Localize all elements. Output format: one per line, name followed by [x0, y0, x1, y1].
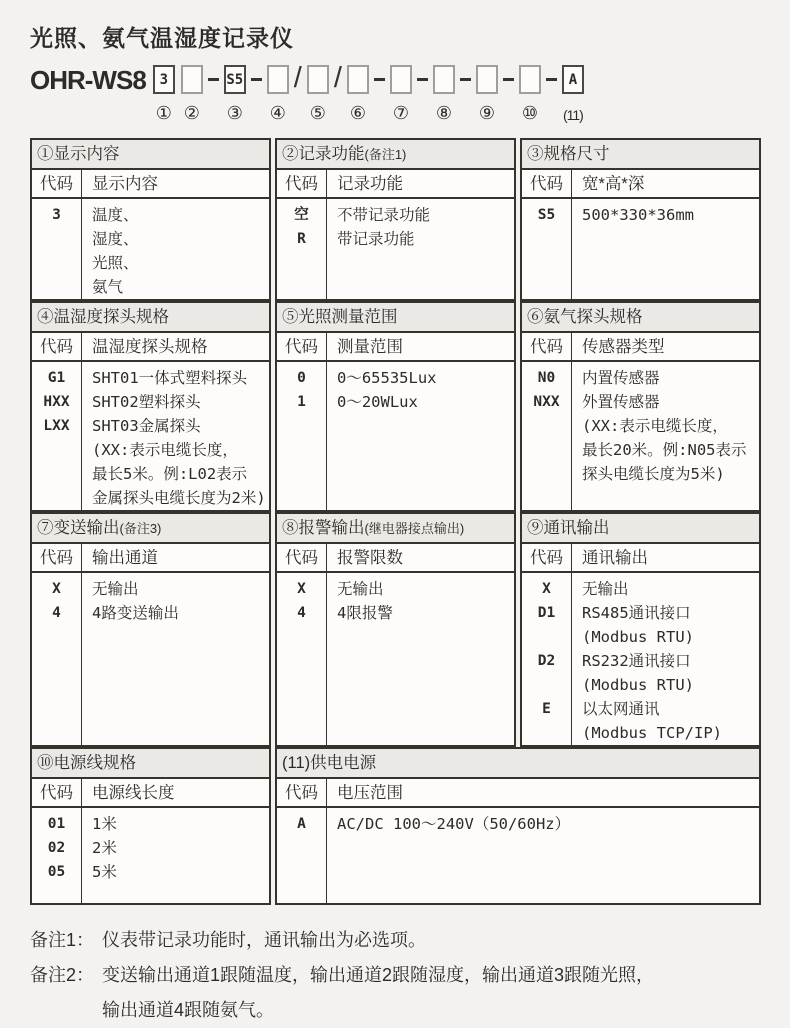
- section-body: [277, 199, 514, 299]
- code-cell: 01: [47, 816, 66, 832]
- code-cell: [32, 251, 81, 275]
- desc-column-header: 温湿度探头规格: [92, 338, 208, 356]
- position-label: ⑥: [349, 103, 366, 123]
- desc-cell: 带记录功能: [337, 230, 415, 248]
- desc-cell: 无输出: [92, 580, 139, 598]
- code-cell: [522, 414, 571, 438]
- model-segment: [562, 65, 584, 125]
- code-cell: 05: [47, 864, 66, 880]
- section-title-note: (备注1): [364, 147, 407, 162]
- dash-separator: [503, 78, 514, 81]
- column-header-row: [277, 779, 759, 808]
- code-cell: 空: [294, 207, 309, 223]
- code-cell: [522, 673, 571, 697]
- footnote-label: 备注2：: [30, 965, 95, 985]
- code-column-header: 代码: [32, 544, 82, 571]
- code-column-header: 代码: [522, 170, 572, 197]
- code-cell: 0: [297, 370, 306, 386]
- model-code-box-empty: [347, 65, 369, 94]
- section-header: [277, 514, 514, 544]
- section-3: [520, 138, 761, 301]
- section-header: [277, 749, 759, 779]
- code-cell: 4: [52, 605, 61, 621]
- section-body: [277, 573, 514, 745]
- desc-column: [82, 362, 269, 510]
- model-separator: [417, 65, 428, 94]
- desc-column: [327, 362, 514, 510]
- code-column-header: 代码: [522, 544, 572, 571]
- desc-cell: (Modbus TCP/IP): [582, 724, 722, 742]
- section-header: [277, 140, 514, 170]
- code-cell: 1: [297, 394, 306, 410]
- column-header-row: [32, 779, 269, 808]
- model-separator: [251, 65, 262, 94]
- code-cell: G1: [47, 370, 66, 386]
- section-title: 氨气探头规格: [543, 308, 643, 326]
- column-header-row: [32, 333, 269, 362]
- model-segment: [307, 65, 329, 123]
- section-title: 电源线规格: [53, 754, 136, 772]
- code-column: [277, 808, 327, 903]
- code-cell: A: [297, 816, 306, 832]
- section-title: 通讯输出: [543, 519, 610, 537]
- model-segment: [347, 65, 369, 123]
- desc-cell: SHT02塑料探头: [92, 393, 201, 411]
- section-header: [522, 303, 759, 333]
- section-title: 温湿度探头规格: [53, 308, 169, 326]
- model-segment: [267, 65, 289, 123]
- column-header-row: [522, 170, 759, 199]
- model-segment: [224, 65, 246, 123]
- footnotes: [30, 923, 766, 1028]
- code-column-header: 代码: [32, 333, 82, 360]
- section-header: [32, 749, 269, 779]
- desc-cell: 外置传感器: [582, 393, 660, 411]
- position-label: ②: [183, 103, 200, 123]
- code-cell: 4: [297, 605, 306, 621]
- code-cell: [32, 227, 81, 251]
- desc-column-header: 测量范围: [337, 338, 403, 356]
- code-cell: D2: [537, 653, 556, 669]
- code-cell: HXX: [43, 394, 70, 410]
- section-body: [32, 808, 269, 903]
- model-separator: [293, 62, 302, 94]
- column-header-row: [32, 544, 269, 573]
- code-cell: [522, 625, 571, 649]
- code-cell: X: [297, 581, 306, 597]
- code-column: [32, 199, 82, 299]
- section-title: 显示内容: [53, 145, 120, 163]
- dash-separator: [417, 78, 428, 81]
- section-number: (11): [282, 754, 311, 772]
- model-segment: [153, 65, 175, 123]
- dash-separator: [546, 78, 557, 81]
- desc-cell: SHT03金属探头: [92, 417, 201, 435]
- position-label: ⑤: [309, 103, 326, 123]
- code-cell: NXX: [533, 394, 560, 410]
- desc-cell: 金属探头电缆长度为2米): [92, 489, 266, 507]
- page-title: 光照、氨气温湿度记录仪: [30, 25, 294, 51]
- desc-cell: SHT01一体式塑料探头: [92, 369, 248, 387]
- section-title-note: (备注3): [119, 521, 162, 536]
- code-cell: N0: [537, 370, 556, 386]
- desc-cell: RS232通讯接口: [582, 652, 691, 670]
- code-cell: [522, 438, 571, 462]
- model-separator: [333, 62, 342, 94]
- section-body: [277, 808, 759, 903]
- footnote-label: 备注1：: [30, 930, 95, 950]
- position-label: ⑩: [521, 103, 538, 123]
- section-number: ⑩: [37, 754, 54, 772]
- code-column: [522, 199, 572, 299]
- column-header-row: [277, 544, 514, 573]
- desc-cell: 2米: [92, 839, 117, 857]
- desc-cell: (XX:表示电缆长度，: [582, 417, 728, 435]
- section-title: 报警输出: [298, 519, 365, 537]
- section-11: [275, 747, 761, 905]
- desc-column-header: 显示内容: [92, 175, 158, 193]
- code-column-header: 代码: [522, 333, 572, 360]
- position-label: ③: [226, 103, 243, 123]
- desc-column-header: 记录功能: [337, 175, 403, 193]
- column-header-row: [522, 333, 759, 362]
- model-segment: [476, 65, 498, 123]
- footnote-lines: [102, 923, 766, 958]
- desc-cell: RS485通讯接口: [582, 604, 691, 622]
- code-column-header: 代码: [277, 170, 327, 197]
- desc-cell: 内置传感器: [582, 369, 660, 387]
- code-cell: E: [542, 701, 551, 717]
- code-column: [522, 362, 572, 510]
- section-body: [522, 199, 759, 299]
- desc-cell: 探头电缆长度为5米): [582, 465, 725, 483]
- section-header: [522, 140, 759, 170]
- section-number: ⑨: [527, 519, 544, 537]
- code-cell: R: [297, 231, 306, 247]
- spec-sections-grid: [30, 138, 761, 905]
- code-column: [277, 573, 327, 745]
- model-prefix: OHR-WS8: [30, 65, 146, 95]
- model-separator: [546, 65, 557, 94]
- section-number: ②: [282, 145, 299, 163]
- section-title: 光照测量范围: [298, 308, 398, 326]
- code-column-header: 代码: [32, 170, 82, 197]
- code-cell: [32, 275, 81, 299]
- code-column-header: 代码: [277, 779, 327, 806]
- desc-column: [82, 573, 269, 745]
- desc-cell: (XX:表示电缆长度，: [92, 441, 238, 459]
- section-6: [520, 301, 761, 512]
- desc-cell: AC/DC 100～240V（50/60Hz）: [337, 815, 571, 833]
- desc-cell: 1米: [92, 815, 117, 833]
- model-code-box-empty: [390, 65, 412, 94]
- model-code-box-empty: [267, 65, 289, 94]
- code-column: [277, 199, 327, 299]
- section-number: ⑥: [527, 308, 544, 326]
- desc-column-header: 宽*高*深: [582, 175, 645, 193]
- code-cell: [32, 486, 81, 510]
- desc-column-header: 电源线长度: [92, 784, 175, 802]
- section-body: [32, 573, 269, 745]
- section-4: [30, 301, 271, 512]
- model-code-box: A: [562, 65, 584, 94]
- model-code-box-empty: [307, 65, 329, 94]
- desc-cell: 0～20WLux: [337, 393, 418, 411]
- model-code-box-empty: [476, 65, 498, 94]
- code-cell: S5: [537, 207, 556, 223]
- section-title: 供电电源: [310, 754, 377, 772]
- desc-cell: 以太网通讯: [582, 700, 660, 718]
- section-body: [32, 199, 269, 299]
- code-cell: [32, 462, 81, 486]
- model-separator: [374, 65, 385, 94]
- desc-cell: 湿度、: [92, 230, 139, 248]
- footnote-line: 输出通道4跟随氨气。: [102, 1000, 275, 1020]
- code-column: [32, 573, 82, 745]
- section-8: [275, 512, 516, 747]
- section-header: [32, 303, 269, 333]
- section-9: [520, 512, 761, 747]
- section-body: [522, 362, 759, 510]
- dash-separator: [208, 78, 219, 81]
- code-cell: [522, 462, 571, 486]
- desc-column: [572, 199, 759, 299]
- model-code-box-empty: [433, 65, 455, 94]
- desc-cell: 最长20米。例:N05表示: [582, 441, 747, 459]
- code-column-header: 代码: [32, 779, 82, 806]
- footnote-line: 变送输出通道1跟随温度，输出通道2跟随湿度，输出通道3跟随光照，: [102, 965, 655, 985]
- model-segment: [519, 65, 541, 123]
- section-1: [30, 138, 271, 301]
- section-title: 记录功能: [298, 145, 365, 163]
- desc-cell: (Modbus RTU): [582, 676, 694, 694]
- section-number: ④: [37, 308, 54, 326]
- model-segments: [150, 62, 587, 125]
- model-segment: [181, 65, 203, 123]
- desc-column-header: 电压范围: [337, 784, 403, 802]
- code-column: [277, 362, 327, 510]
- position-label: (11): [562, 107, 583, 123]
- position-label: ⑨: [478, 103, 495, 123]
- code-column-header: 代码: [277, 544, 327, 571]
- desc-cell: 温度、: [92, 206, 139, 224]
- section-number: ①: [37, 145, 54, 163]
- column-header-row: [522, 544, 759, 573]
- code-column: [522, 573, 572, 745]
- code-cell: 3: [52, 207, 61, 223]
- desc-column-header: 输出通道: [92, 549, 158, 567]
- position-label: ①: [155, 103, 172, 123]
- code-cell: [32, 438, 81, 462]
- code-cell: X: [52, 581, 61, 597]
- footnote: [30, 923, 766, 958]
- section-title-note: (继电器接点输出): [364, 521, 465, 536]
- slash-separator: /: [293, 62, 302, 94]
- model-separator: [460, 65, 471, 94]
- desc-cell: 5米: [92, 863, 117, 881]
- desc-cell: 无输出: [337, 580, 384, 598]
- model-segment: [390, 65, 412, 123]
- section-title: 变送输出: [53, 519, 120, 537]
- position-label: ⑧: [435, 103, 452, 123]
- position-label: ⑦: [392, 103, 409, 123]
- desc-cell: 最长5米。例:L02表示: [92, 465, 248, 483]
- section-2: [275, 138, 516, 301]
- column-header-row: [32, 170, 269, 199]
- code-column: [32, 362, 82, 510]
- section-body: [32, 362, 269, 510]
- section-header: [277, 303, 514, 333]
- dash-separator: [251, 78, 262, 81]
- desc-cell: 氨气: [92, 278, 124, 296]
- model-separator: [503, 65, 514, 94]
- desc-column-header: 报警限数: [337, 549, 403, 567]
- model-segment: [433, 65, 455, 123]
- section-title: 规格尺寸: [543, 145, 610, 163]
- desc-column: [327, 808, 759, 903]
- section-5: [275, 301, 516, 512]
- section-number: ⑦: [37, 519, 54, 537]
- position-label: ④: [269, 103, 286, 123]
- code-cell: [522, 721, 571, 745]
- model-separator: [208, 65, 219, 94]
- section-body: [277, 362, 514, 510]
- slash-separator: /: [333, 62, 342, 94]
- dash-separator: [374, 78, 385, 81]
- section-number: ⑧: [282, 519, 299, 537]
- section-7: [30, 512, 271, 747]
- desc-column: [82, 808, 269, 903]
- section-number: ③: [527, 145, 544, 163]
- desc-cell: 4限报警: [337, 604, 393, 622]
- code-column-header: 代码: [277, 333, 327, 360]
- model-code-box-empty: [181, 65, 203, 94]
- section-header: [32, 514, 269, 544]
- footnote-lines: [102, 958, 766, 1028]
- model-code-box-empty: [519, 65, 541, 94]
- desc-cell: 4路变送输出: [92, 604, 179, 622]
- code-column: [32, 808, 82, 903]
- model-code-box: 3: [153, 65, 175, 94]
- desc-column: [327, 573, 514, 745]
- footnote: [30, 958, 766, 1028]
- desc-cell: 0～65535Lux: [337, 369, 437, 387]
- section-header: [522, 514, 759, 544]
- desc-column: [82, 199, 269, 299]
- column-header-row: [277, 170, 514, 199]
- dash-separator: [460, 78, 471, 81]
- desc-column: [572, 362, 759, 510]
- code-cell: X: [542, 581, 551, 597]
- section-header: [32, 140, 269, 170]
- desc-column-header: 通讯输出: [582, 549, 648, 567]
- column-header-row: [277, 333, 514, 362]
- desc-cell: 不带记录功能: [337, 206, 431, 224]
- desc-column: [572, 573, 759, 745]
- model-code-box: S5: [224, 65, 246, 94]
- desc-cell: 500*330*36mm: [582, 206, 694, 224]
- desc-column: [327, 199, 514, 299]
- desc-cell: (Modbus RTU): [582, 628, 694, 646]
- footnote-line: 仪表带记录功能时，通讯输出为必选项。: [102, 930, 426, 950]
- desc-cell: 无输出: [582, 580, 629, 598]
- section-10: [30, 747, 271, 905]
- model-code-row: [30, 62, 766, 125]
- desc-column-header: 传感器类型: [582, 338, 665, 356]
- code-cell: D1: [537, 605, 556, 621]
- section-number: ⑤: [282, 308, 299, 326]
- desc-cell: 光照、: [92, 254, 139, 272]
- code-cell: LXX: [43, 418, 70, 434]
- section-body: [522, 573, 759, 745]
- code-cell: 02: [47, 840, 66, 856]
